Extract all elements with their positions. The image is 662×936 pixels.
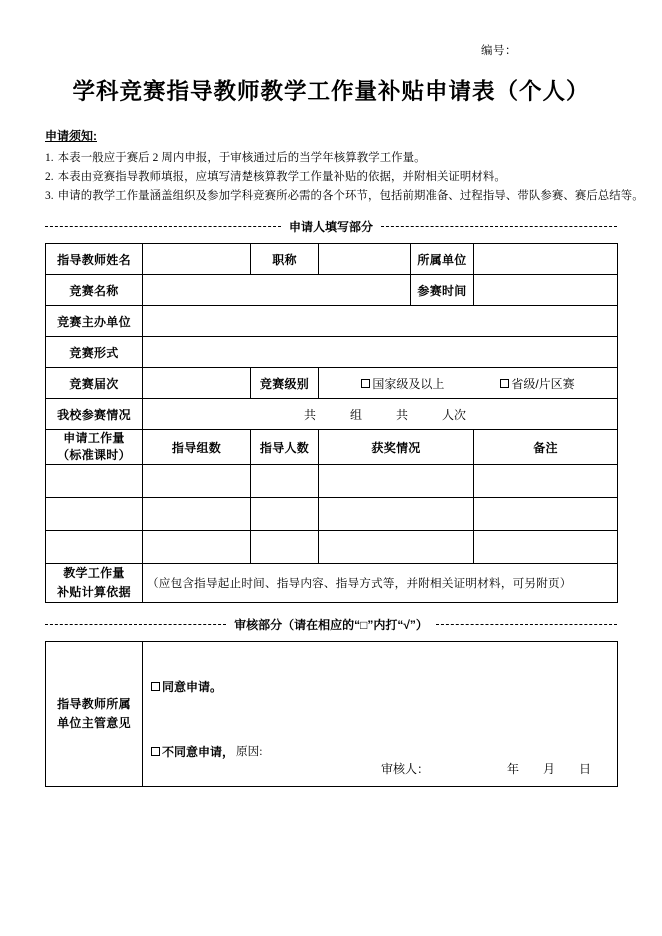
table-row-workload-header bbox=[46, 430, 618, 465]
review-section-label: 审核部分（请在相应的“□”内打“√”） bbox=[234, 618, 428, 632]
applicant-form-table bbox=[45, 243, 618, 603]
contest-level-label: 竞赛级别 bbox=[251, 368, 319, 399]
workload-cell-group-count[interactable] bbox=[143, 498, 251, 531]
review-date-fields[interactable] bbox=[507, 760, 591, 777]
column-header-remarks: 备注 bbox=[474, 430, 618, 465]
notice-item-number: 3. bbox=[45, 190, 54, 202]
serial-number-row bbox=[45, 0, 617, 58]
table-row-review-opinion bbox=[46, 642, 618, 787]
basis-field[interactable] bbox=[143, 564, 618, 603]
table-row-format bbox=[46, 337, 618, 368]
separator-rule-left bbox=[45, 226, 281, 227]
participation-part-2: 组 bbox=[349, 407, 362, 422]
workload-cell-person-count[interactable] bbox=[251, 498, 319, 531]
separator-rule-left bbox=[45, 624, 226, 625]
review-label-line2: 单位主管意见 bbox=[57, 716, 131, 730]
review-label-line1: 指导教师所属 bbox=[57, 697, 131, 711]
contest-format-label: 竞赛形式 bbox=[46, 337, 143, 368]
participation-part-4: 人次 bbox=[442, 407, 467, 422]
date-year-label: 年 bbox=[506, 762, 519, 776]
notice-section bbox=[45, 127, 644, 206]
table-row bbox=[46, 531, 618, 564]
basis-label bbox=[46, 564, 143, 603]
notice-item-text: 本表一般应于赛后 2 周内申报，于审核通过后的当学年核算教学工作量。 bbox=[57, 152, 426, 164]
basis-label-line2: 补贴计算依据 bbox=[57, 585, 131, 599]
notice-item bbox=[45, 168, 617, 187]
workload-label-line1: 申请工作量 bbox=[63, 431, 125, 445]
serial-number-label: 编号： bbox=[481, 45, 517, 57]
column-header-person-count: 指导人数 bbox=[251, 430, 319, 465]
workload-cell-awards[interactable] bbox=[319, 465, 474, 498]
workload-cell-group-count[interactable] bbox=[143, 465, 251, 498]
workload-cell-hours[interactable] bbox=[46, 498, 143, 531]
workload-label-line2: （标准课时） bbox=[57, 448, 131, 462]
workload-cell-remarks[interactable] bbox=[474, 465, 618, 498]
basis-label-line1: 教学工作量 bbox=[63, 566, 125, 580]
applicant-section-label: 申请人填写部分 bbox=[289, 220, 374, 234]
table-row-contest-name bbox=[46, 275, 618, 306]
contest-time-field[interactable] bbox=[474, 275, 618, 306]
checkbox-icon[interactable] bbox=[151, 682, 160, 691]
table-row-participation bbox=[46, 399, 618, 430]
notice-item bbox=[45, 187, 644, 206]
separator-rule-right bbox=[436, 624, 617, 625]
review-option-reject[interactable] bbox=[151, 743, 609, 760]
contest-session-label: 竞赛届次 bbox=[46, 368, 143, 399]
workload-cell-hours[interactable] bbox=[46, 465, 143, 498]
participation-field[interactable] bbox=[143, 399, 618, 430]
review-option-approve-label: 同意申请。 bbox=[162, 679, 223, 694]
contest-name-label: 竞赛名称 bbox=[46, 275, 143, 306]
notice-item-number: 1. bbox=[45, 152, 54, 164]
contest-level-options bbox=[319, 368, 618, 399]
job-title-field[interactable] bbox=[319, 244, 411, 275]
contest-session-field[interactable] bbox=[143, 368, 251, 399]
table-row bbox=[46, 465, 618, 498]
basis-hint-text: （应包含指导起止时间、指导内容、指导方式等，并附相关证明材料，可另附页） bbox=[147, 577, 572, 590]
affiliated-unit-label: 所属单位 bbox=[411, 244, 474, 275]
workload-cell-awards[interactable] bbox=[319, 498, 474, 531]
participation-part-3: 共 bbox=[396, 407, 409, 422]
workload-cell-awards[interactable] bbox=[319, 531, 474, 564]
contest-format-field[interactable] bbox=[143, 337, 618, 368]
table-row-basis bbox=[46, 564, 618, 603]
checkbox-icon[interactable] bbox=[500, 379, 509, 388]
date-month-label: 月 bbox=[542, 762, 555, 776]
applicant-section-separator bbox=[45, 218, 617, 235]
column-header-awards: 获奖情况 bbox=[319, 430, 474, 465]
reviewer-signature-row bbox=[143, 760, 617, 777]
level-option-national-label: 国家级及以上 bbox=[372, 376, 445, 391]
participation-label: 我校参赛情况 bbox=[46, 399, 143, 430]
notice-title: 申请须知: bbox=[45, 129, 97, 143]
level-option-provincial-label: 省级/片区赛 bbox=[511, 376, 575, 391]
review-option-reject-label: 不同意申请， bbox=[162, 744, 235, 759]
affiliated-unit-field[interactable] bbox=[474, 244, 618, 275]
workload-cell-remarks[interactable] bbox=[474, 531, 618, 564]
review-option-approve[interactable] bbox=[151, 678, 609, 695]
workload-cell-remarks[interactable] bbox=[474, 498, 618, 531]
notice-item bbox=[45, 149, 617, 168]
workload-cell-person-count[interactable] bbox=[251, 465, 319, 498]
reviewer-label: 审核人： bbox=[380, 762, 429, 776]
table-row-organizer bbox=[46, 306, 618, 337]
teacher-name-field[interactable] bbox=[143, 244, 251, 275]
review-reject-reason-label: 原因: bbox=[236, 745, 263, 758]
workload-cell-hours[interactable] bbox=[46, 531, 143, 564]
date-day-label: 日 bbox=[578, 762, 591, 776]
checkbox-icon[interactable] bbox=[361, 379, 370, 388]
level-option-national[interactable] bbox=[361, 375, 444, 392]
page-title: 学科竞赛指导教师教学工作量补贴申请表（个人） bbox=[72, 79, 590, 104]
workload-cell-group-count[interactable] bbox=[143, 531, 251, 564]
review-opinion-label bbox=[46, 642, 143, 787]
workload-label bbox=[46, 430, 143, 465]
workload-cell-person-count[interactable] bbox=[251, 531, 319, 564]
level-option-provincial[interactable] bbox=[500, 375, 574, 392]
review-opinion-body[interactable] bbox=[143, 642, 618, 787]
review-section-separator bbox=[45, 616, 617, 633]
column-header-group-count: 指导组数 bbox=[143, 430, 251, 465]
participation-part-1: 共 bbox=[303, 407, 316, 422]
job-title-label: 职称 bbox=[251, 244, 319, 275]
checkbox-icon[interactable] bbox=[151, 747, 160, 756]
teacher-name-label: 指导教师姓名 bbox=[46, 244, 143, 275]
table-row bbox=[46, 498, 618, 531]
organizer-label: 竞赛主办单位 bbox=[46, 306, 143, 337]
review-form-table bbox=[45, 641, 618, 787]
notice-item-number: 2. bbox=[45, 171, 54, 183]
organizer-field[interactable] bbox=[143, 306, 618, 337]
table-row-teacher-name bbox=[46, 244, 618, 275]
contest-time-label: 参赛时间 bbox=[411, 275, 474, 306]
notice-item-text: 申请的教学工作量涵盖组织及参加学科竞赛所必需的各个环节，包括前期准备、过程指导、带队参赛、赛后总结等。 bbox=[57, 190, 644, 202]
separator-rule-right bbox=[381, 226, 617, 227]
contest-name-field[interactable] bbox=[143, 275, 411, 306]
notice-item-text: 本表由竞赛指导教师填报，应填写清楚核算教学工作量补贴的依据，并附相关证明材料。 bbox=[57, 171, 506, 183]
table-row-level bbox=[46, 368, 618, 399]
